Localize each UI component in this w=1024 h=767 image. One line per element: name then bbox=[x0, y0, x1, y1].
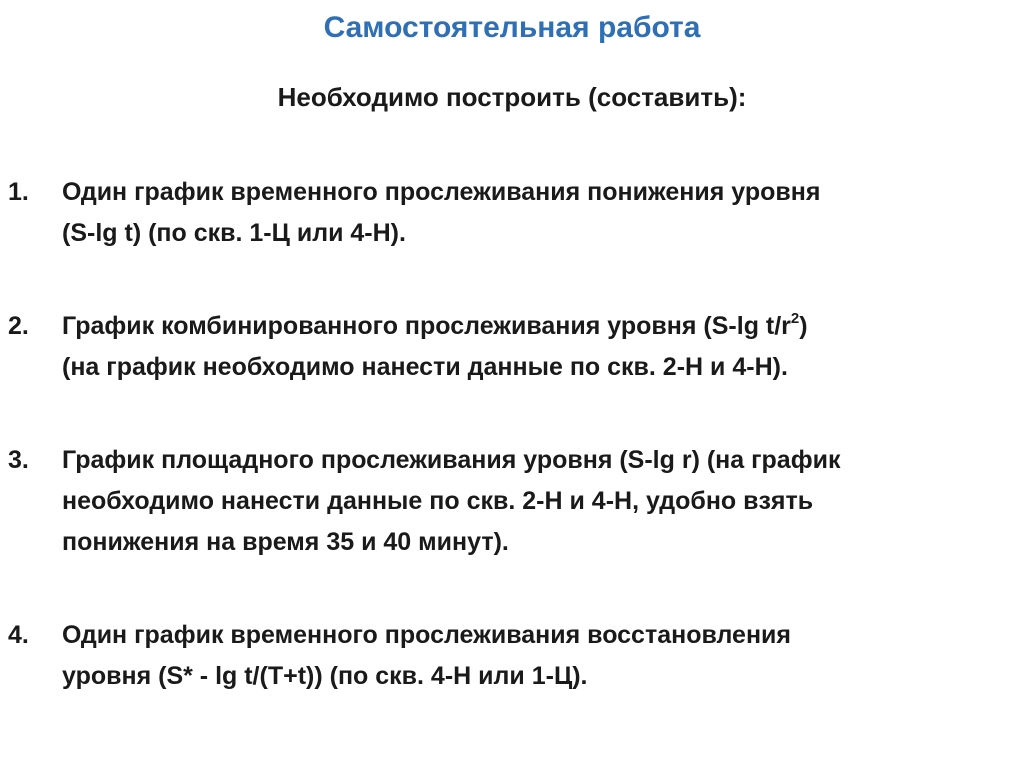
task-line: Один график временного прослеживания понижения уровня bbox=[62, 178, 821, 206]
task-text bbox=[62, 172, 1008, 254]
task-text bbox=[62, 306, 1008, 388]
task-text bbox=[62, 440, 1008, 563]
task-line bbox=[62, 306, 1008, 347]
task-line: понижения на время 35 и 40 минут). bbox=[62, 528, 509, 556]
superscript: 2 bbox=[790, 309, 800, 327]
task-item-3 bbox=[8, 440, 1008, 563]
task-text bbox=[62, 615, 1008, 697]
slide-subtitle: Необходимо построить (составить): bbox=[277, 82, 747, 112]
task-line: (S-lg t) (по скв. 1-Ц или 4-Н). bbox=[62, 219, 406, 247]
task-number: 3. bbox=[8, 446, 29, 474]
task-line: Один график временного прослеживания восстановления bbox=[62, 621, 792, 649]
task-item-4 bbox=[8, 615, 1008, 697]
task-number: 1. bbox=[8, 178, 29, 206]
task-item-2 bbox=[8, 306, 1008, 388]
task-line: (на график необходимо нанести данные по скв. 2-Н и 4-Н). bbox=[62, 353, 788, 381]
task-list bbox=[8, 172, 1008, 697]
task-number: 2. bbox=[8, 312, 29, 340]
task-number: 4. bbox=[8, 621, 29, 649]
task-line-part: График комбинированного прослеживания уровня (S-lg t/r bbox=[62, 312, 791, 340]
task-line: необходимо нанести данные по скв. 2-Н и 4-Н, удобно взять bbox=[62, 487, 814, 515]
slide-title: Самостоятельная работа bbox=[323, 11, 701, 44]
task-line: уровня (S* - lg t/(T+t)) (по скв. 4-Н или 1-Ц). bbox=[62, 662, 588, 690]
task-line-part: ) bbox=[799, 312, 808, 340]
task-item-1 bbox=[8, 172, 1008, 254]
task-line: График площадного прослеживания уровня (S-lg r) (на график bbox=[62, 446, 841, 474]
